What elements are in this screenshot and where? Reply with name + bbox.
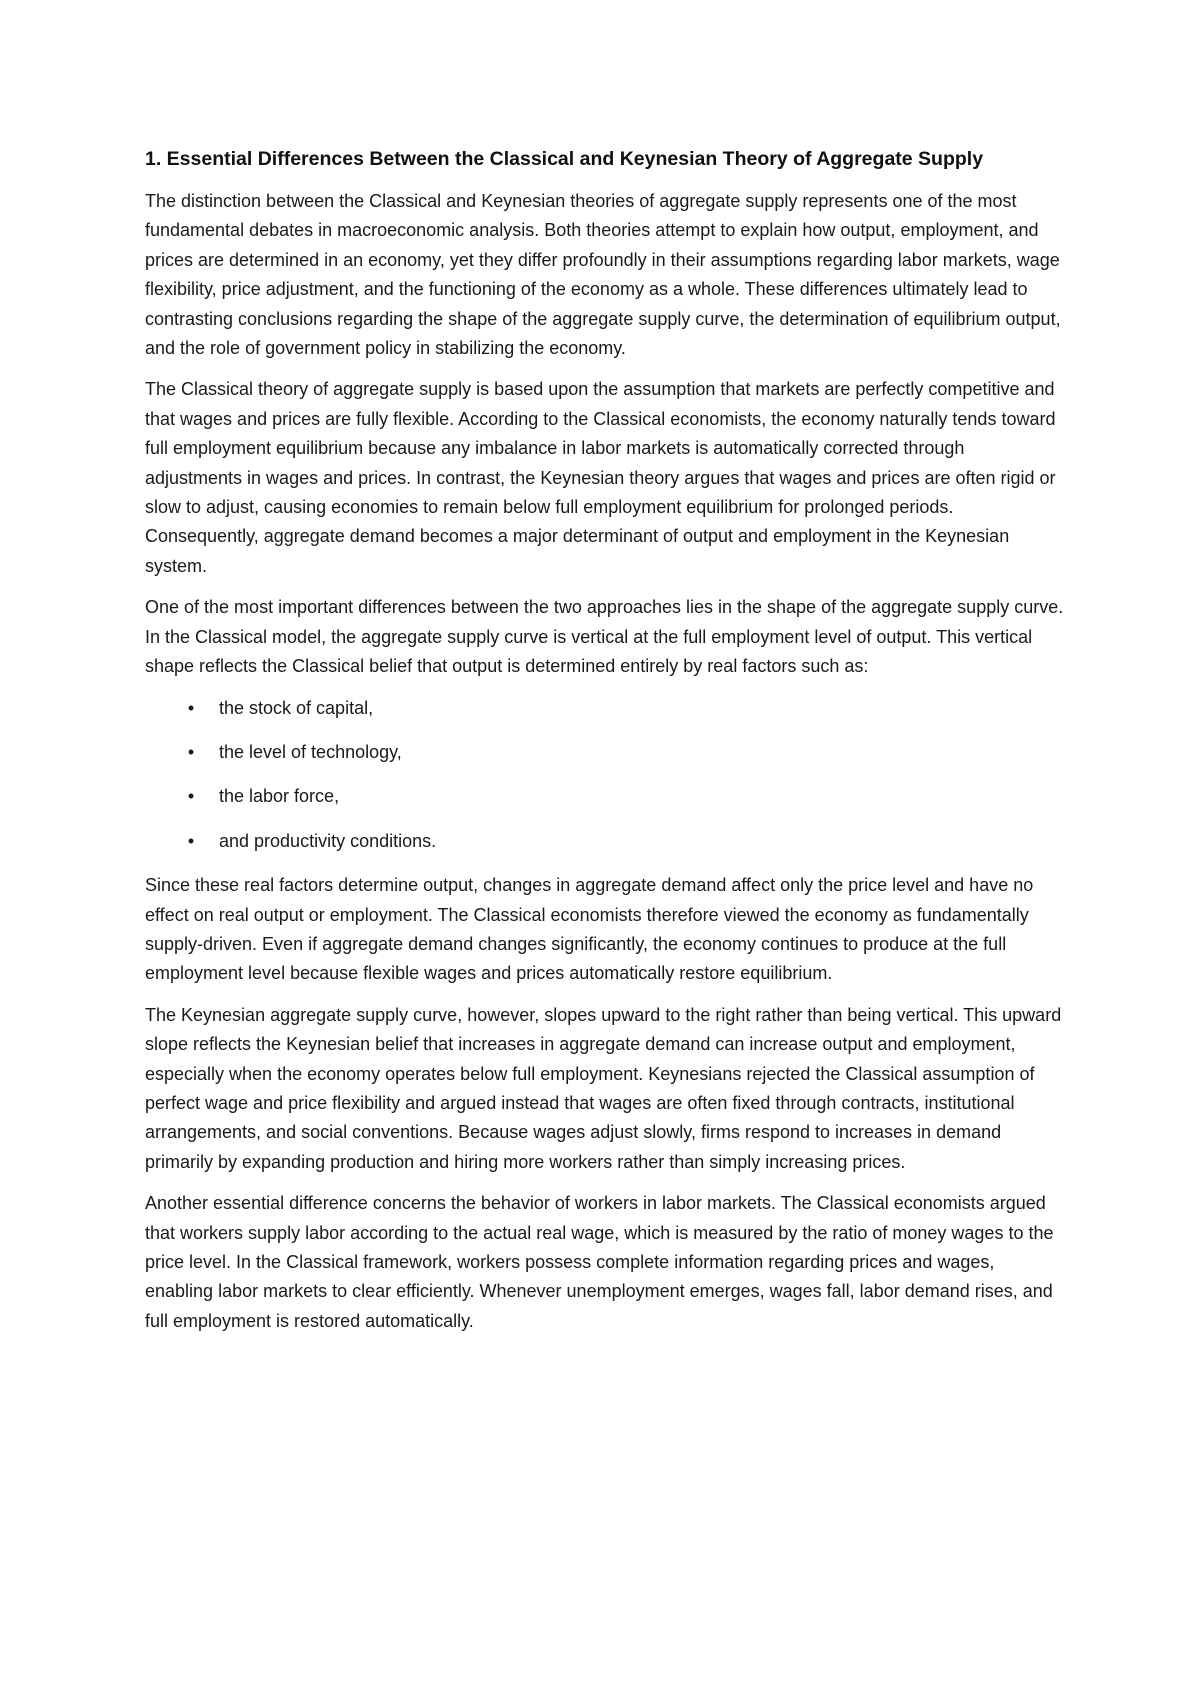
list-item-text: the level of technology, <box>219 741 402 762</box>
list-item-text: and productivity conditions. <box>219 830 437 851</box>
list-item <box>145 782 1065 811</box>
list-item-text: the labor force, <box>219 786 340 807</box>
real-factors-list <box>145 694 1065 857</box>
paragraph-classical-theory: The Classical theory of aggregate supply is based upon the assumption that markets are perfectly competitive and that wages and prices are fully flexible. According to the Classical economists, the economy naturally tends toward full employment equilibrium because any imbalance in labor markets is automatically corrected through adjustments in wages and prices. In contrast, the Keynesian theory argues that wages and prices are often rigid or slow to adjust, causing economies to remain below full employment equilibrium for prolonged periods. Consequently, aggregate demand becomes a major determinant of output and employment in the Keynesian system. <box>145 379 1056 576</box>
list-item <box>145 827 1065 856</box>
paragraph-as-curve-shape: One of the most important differences between the two approaches lies in the shape of the aggregate supply curve. In the Classical model, the aggregate supply curve is vertical at the full employment level of output. This vertical shape reflects the Classical belief that output is determined entirely by real factors such as: <box>145 597 1064 677</box>
paragraph-keynesian-curve: The Keynesian aggregate supply curve, however, slopes upward to the right rather than being vertical. This upward slope reflects the Keynesian belief that increases in aggregate demand can increase output and employment, especially when the economy operates below full employment. Keynesians rejected the Classical assumption of perfect wage and price flexibility and argued instead that wages are often fixed through contracts, institutional arrangements, and social conventions. Because wages adjust slowly, firms respond to increases in demand primarily by expanding production and hiring more workers rather than simply increasing prices. <box>145 1004 1062 1172</box>
paragraph-labor-markets: Another essential difference concerns the behavior of workers in labor markets. The Classical economists argued that workers supply labor according to the actual real wage, which is measured by the ratio of money wages to the price level. In the Classical framework, workers possess complete information regarding prices and wages, enabling labor markets to clear efficiently. Whenever unemployment emerges, wages fall, labor demand rises, and full employment is restored automatically. <box>145 1193 1054 1331</box>
section-heading: 1. Essential Differences Between the Classical and Keynesian Theory of Aggregate Supply <box>145 148 984 170</box>
bullet-icon: • <box>187 741 195 762</box>
bullet-icon: • <box>187 786 195 807</box>
bullet-icon: • <box>187 830 195 851</box>
list-item-text: the stock of capital, <box>219 697 374 718</box>
document-body <box>145 145 1065 1348</box>
list-item <box>145 694 1065 723</box>
paragraph-supply-driven: Since these real factors determine output, changes in aggregate demand affect only the price level and have no effect on real output or employment. The Classical economists therefore viewed the economy as fundamentally supply-driven. Even if aggregate demand changes significantly, the economy continues to produce at the full employment level because flexible wages and prices automatically restore equilibrium. <box>145 875 1034 984</box>
paragraph-intro: The distinction between the Classical and Keynesian theories of aggregate supply represents one of the most fundamental debates in macroeconomic analysis. Both theories attempt to explain how output, employment, and prices are determined in an economy, yet they differ profoundly in their assumptions regarding labor markets, wage flexibility, price adjustment, and the functioning of the economy as a whole. These differences ultimately lead to contrasting conclusions regarding the shape of the aggregate supply curve, the determination of equilibrium output, and the role of government policy in stabilizing the economy. <box>145 191 1061 359</box>
list-item <box>145 738 1065 767</box>
bullet-icon: • <box>187 697 195 718</box>
